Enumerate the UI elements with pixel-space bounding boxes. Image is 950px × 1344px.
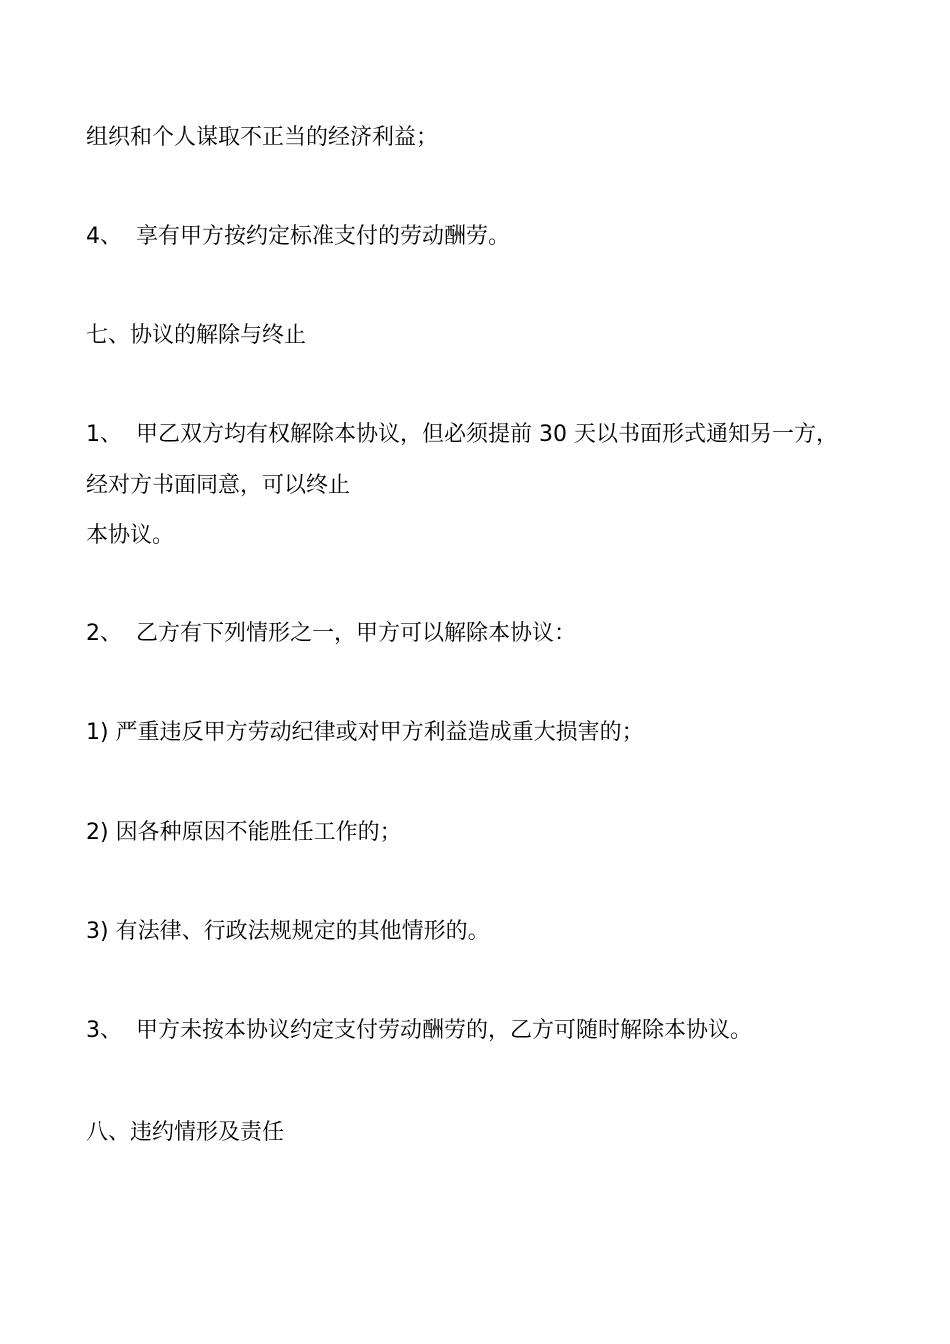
paragraph-text: 组织和个人谋取不正当的经济利益； xyxy=(86,125,439,150)
sub-item-1 xyxy=(86,718,644,748)
sub-item-text: 3) 有法律、行政法规规定的其他情形的。 xyxy=(86,919,490,944)
clause-2 xyxy=(86,619,576,649)
section-heading-7 xyxy=(86,321,306,351)
clause-1-continuation-2 xyxy=(86,521,174,551)
clause-number: 3、 xyxy=(86,1018,122,1043)
clause-number: 1、 xyxy=(86,422,122,447)
sub-item-text: 2) 因各种原因不能胜任工作的； xyxy=(86,820,402,845)
clause-1-continuation xyxy=(86,471,350,501)
clause-text: 享有甲方按约定标准支付的劳动酬劳。 xyxy=(136,224,511,249)
section-heading-text: 八、违约情形及责任 xyxy=(86,1120,285,1145)
clause-number: 4、 xyxy=(86,224,122,249)
clause-text: 乙方有下列情形之一，甲方可以解除本协议： xyxy=(136,621,577,646)
sub-item-2 xyxy=(86,818,402,848)
clause-text: 甲乙双方均有权解除本协议，但必须提前 30 天以书面形式通知另一方， xyxy=(136,422,838,447)
sub-item-3 xyxy=(86,917,490,947)
clause-text: 经对方书面同意，可以终止 xyxy=(86,473,351,498)
section-heading-8 xyxy=(86,1118,284,1148)
clause-1 xyxy=(86,420,838,450)
clause-number: 2、 xyxy=(86,621,122,646)
clause-text: 本协议。 xyxy=(86,523,175,548)
clause-4 xyxy=(86,222,510,252)
clause-text: 甲方未按本协议约定支付劳动酬劳的，乙方可随时解除本协议。 xyxy=(136,1018,753,1043)
section-heading-text: 七、协议的解除与终止 xyxy=(86,323,307,348)
sub-item-text: 1) 严重违反甲方劳动纪律或对甲方利益造成重大损害的； xyxy=(86,720,644,745)
paragraph-continuation xyxy=(86,123,438,153)
clause-3 xyxy=(86,1016,752,1046)
